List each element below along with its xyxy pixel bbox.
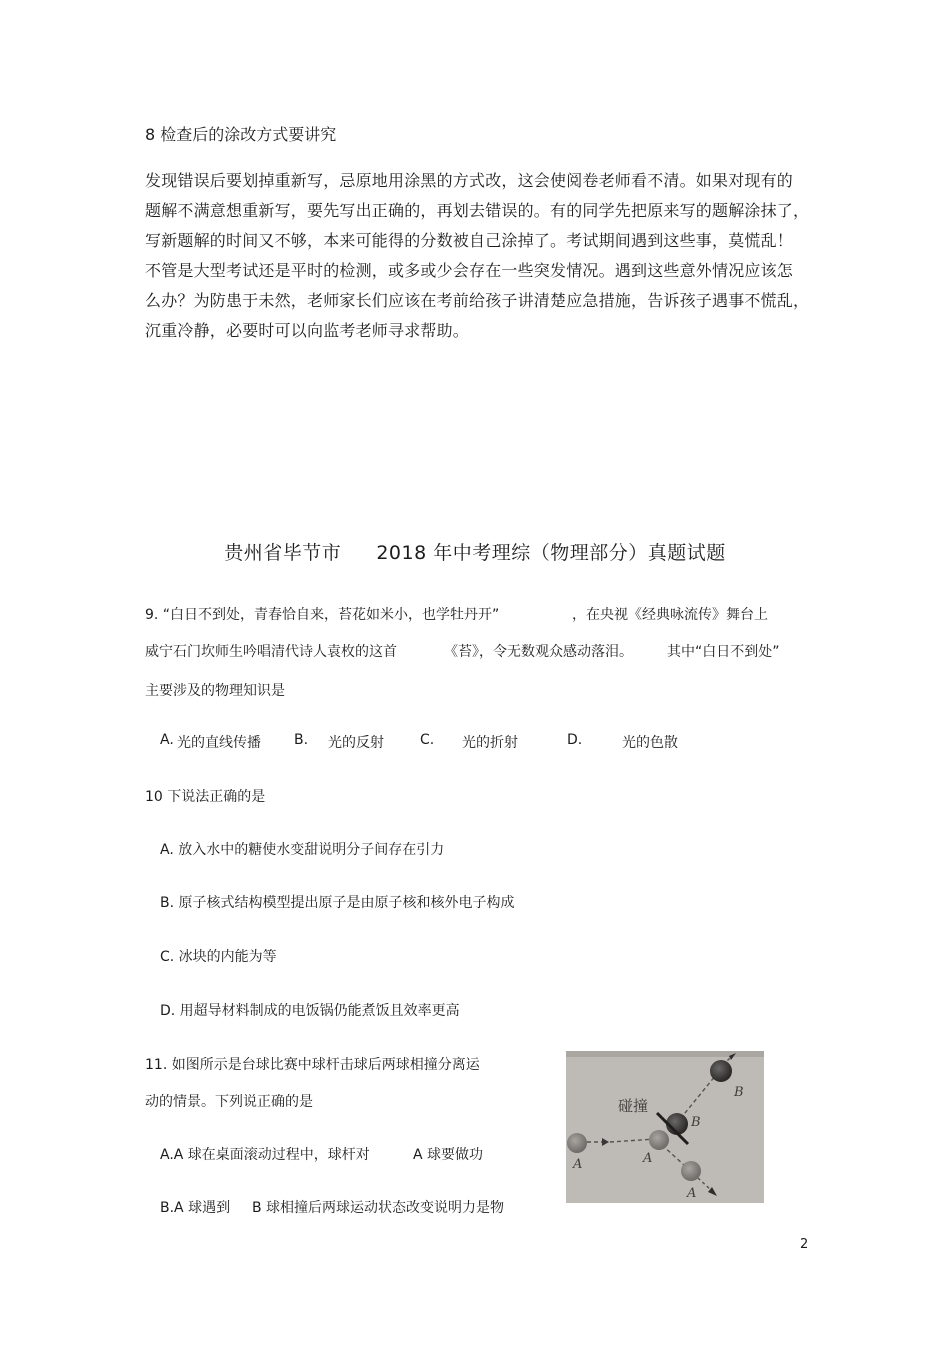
q9-line2-a: 威宁石门坎师生吟唱清代诗人袁枚的这首 (145, 644, 397, 660)
label-collision: 碰撞 (618, 1097, 649, 1115)
ball-a-start (567, 1133, 587, 1153)
q9-line3: 主要涉及的物理知识是 (145, 683, 285, 699)
q9-line2-c: 其中“白日不到处” (667, 644, 780, 660)
q11-option-b-part2: B 球相撞后两球运动状态改变说明力是物 (252, 1200, 505, 1216)
q11-line2: 动的情景。下列说正确的是 (145, 1094, 313, 1110)
q11-option-a-part2: A 球要做功 (413, 1147, 484, 1163)
page-number: 2 (800, 1237, 809, 1252)
q9-option-b-letter: B. (294, 732, 309, 748)
collision-diagram (566, 1051, 764, 1203)
ball-a-end (681, 1161, 701, 1181)
q10-stem: 10 下说法正确的是 (145, 789, 266, 805)
section-heading: 8 检查后的涂改方式要讲究 (145, 125, 337, 144)
q11-line1: 11. 如图所示是台球比赛中球杆击球后两球相撞分离运 (145, 1057, 480, 1073)
label-b-collision: B (691, 1115, 701, 1130)
billiard-collision-figure (566, 1051, 764, 1203)
q9-option-c-text: 光的折射 (462, 735, 518, 751)
label-a-collision: A (643, 1151, 653, 1166)
q9-line1-a: 9. “白日不到处，青春恰自来，苔花如米小，也学牡丹开” (145, 607, 500, 623)
exam-title-main: 2018 年中考理综（物理部分）真题试题 (376, 542, 726, 564)
exam-title (0, 538, 950, 565)
q9-option-d-text: 光的色散 (622, 735, 678, 751)
q9-line2-b: 《苔》，令无数观众感动落泪。 (444, 644, 633, 660)
section-paragraph (145, 166, 815, 346)
paragraph-line: 题解不满意想重新写，要先写出正确的，再划去错误的。有的同学先把原来写的题解涂抹了， (145, 201, 810, 220)
q10-option-d: D. 用超导材料制成的电饭锅仍能煮饭且效率更高 (160, 1003, 460, 1019)
paragraph-line: 写新题解的时间又不够，本来可能得的分数被自己涂掉了。考试期间遇到这些事，莫慌乱！ (145, 231, 794, 250)
label-a-start: A (573, 1157, 583, 1172)
label-b-end: B (734, 1085, 744, 1100)
exam-title-region: 贵州省毕节市 (224, 542, 342, 564)
ball-a-collision (649, 1130, 669, 1150)
paragraph-line: 沉重冷静，必要时可以向监考老师寻求帮助。 (145, 321, 470, 340)
q9-line1-b: ，在央视《经典咏流传》舞台上 (572, 607, 768, 623)
photo-background (566, 1051, 764, 1203)
q10-option-c: C. 冰块的内能为等 (160, 949, 277, 965)
label-a-end: A (687, 1186, 697, 1201)
paragraph-line: 不管是大型考试还是平时的检测，或多或少会存在一些突发情况。遇到这些意外情况应该怎 (145, 261, 794, 280)
paragraph-line: 么办？为防患于未然，老师家长们应该在考前给孩子讲清楚应急措施，告诉孩子遇事不慌乱， (145, 291, 810, 310)
q9-option-b-text: 光的反射 (328, 735, 384, 751)
q10-option-b: B. 原子核式结构模型提出原子是由原子核和核外电子构成 (160, 895, 515, 911)
ball-b-end (710, 1060, 732, 1082)
q9-option-c-letter: C. (420, 732, 435, 748)
q9-option-d-letter: D. (567, 732, 583, 748)
q9-option-a-letter: A. (160, 732, 174, 748)
paragraph-line: 发现错误后要划掉重新写，忌原地用涂黑的方式改，这会使阅卷老师看不清。如果对现有的 (145, 171, 794, 190)
q11-option-b-part1: B.A 球遇到 (160, 1200, 231, 1216)
q9-option-a-text: 光的直线传播 (177, 735, 261, 751)
q11-option-a-part1: A.A 球在桌面滚动过程中，球杆对 (160, 1147, 370, 1163)
q10-option-a: A. 放入水中的糖使水变甜说明分子间存在引力 (160, 842, 445, 858)
